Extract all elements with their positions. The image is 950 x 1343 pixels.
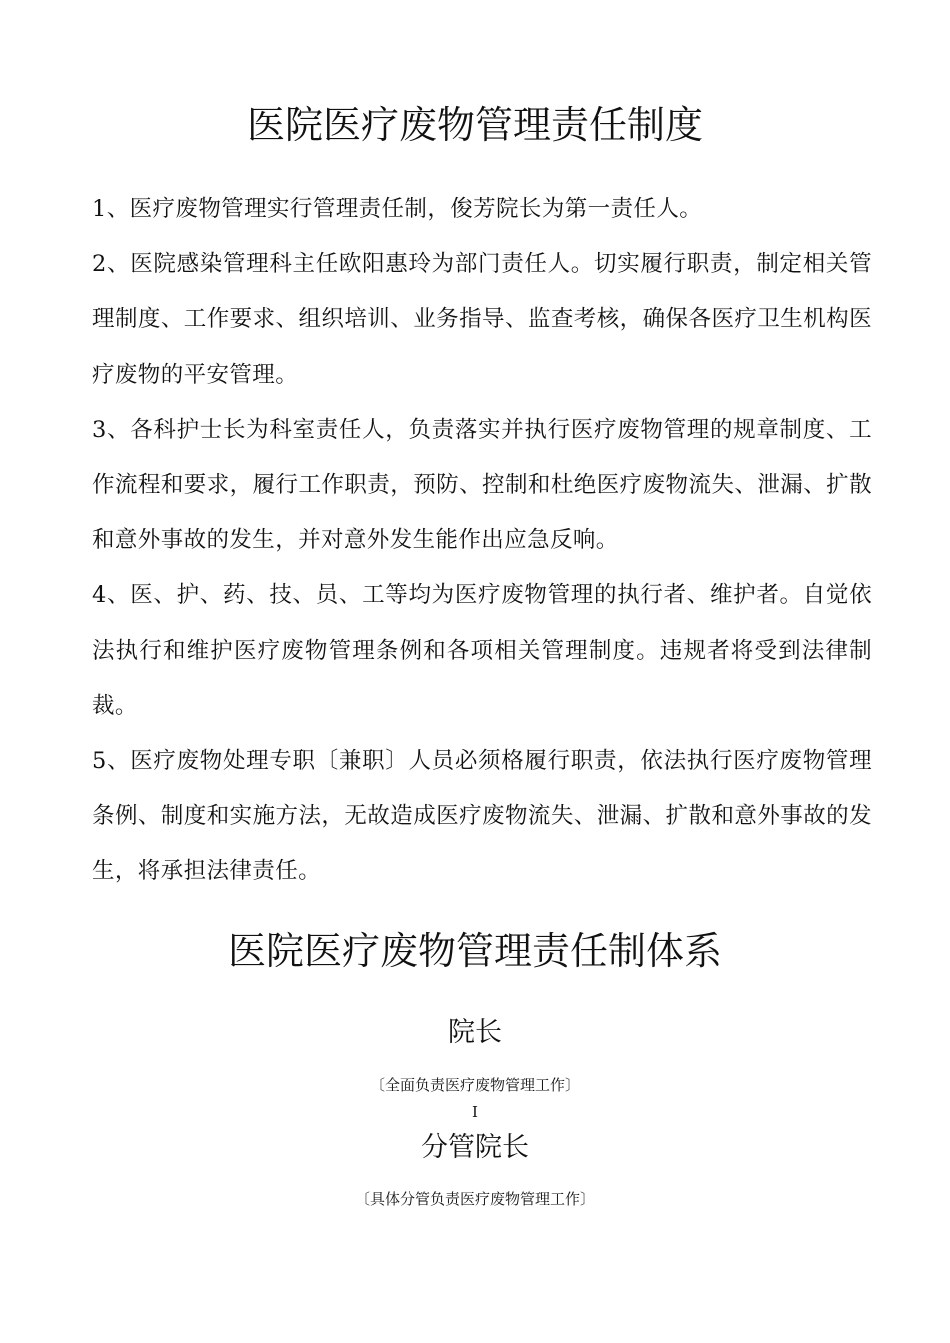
- paragraph-4: 4、医、护、药、技、员、工等均为医疗废物管理的执行者、维护者。自觉依法执行和维护医疗废物管理条例和各项相关管理制度。违规者将受到法律制裁。: [92, 582, 872, 719]
- org-level2-title: 分管院长: [421, 1132, 529, 1163]
- org-connector: I: [472, 1103, 478, 1121]
- org-level2-desc: 〔具体分管负责医疗废物管理工作〕: [354, 1190, 595, 1208]
- paragraph-1: 1、医疗废物管理实行管理责任制，俊芳院长为第一责任人。: [92, 196, 703, 222]
- document-title: 医院医疗废物管理责任制度: [246, 103, 703, 147]
- paragraph-3: 3、各科护士长为科室责任人，负责落实并执行医疗废物管理的规章制度、工作流程和要求，履行工作职责，预防、控制和杜绝医疗废物流失、泄漏、扩散和意外事故的发生，并对意外发生能作出应急反响。: [92, 416, 872, 554]
- org-level1-desc: 〔全面负责医疗废物管理工作〕: [369, 1076, 580, 1094]
- document-body: [92, 182, 872, 900]
- system-title: 医院医疗废物管理责任制体系: [227, 929, 722, 973]
- org-level1-title: 院长: [448, 1017, 502, 1048]
- paragraph-2: 2、医院感染管理科主任欧阳惠玲为部门责任人。切实履行职责，制定相关管理制度、工作要求、组织培训、业务指导、监查考核，确保各医疗卫生机构医疗废物的平安管理。: [92, 251, 872, 388]
- paragraph-5: 5、医疗废物处理专职〔兼职〕人员必须格履行职责，依法执行医疗废物管理条例、制度和实施方法，无故造成医疗废物流失、泄漏、扩散和意外事故的发生，将承担法律责任。: [92, 748, 872, 885]
